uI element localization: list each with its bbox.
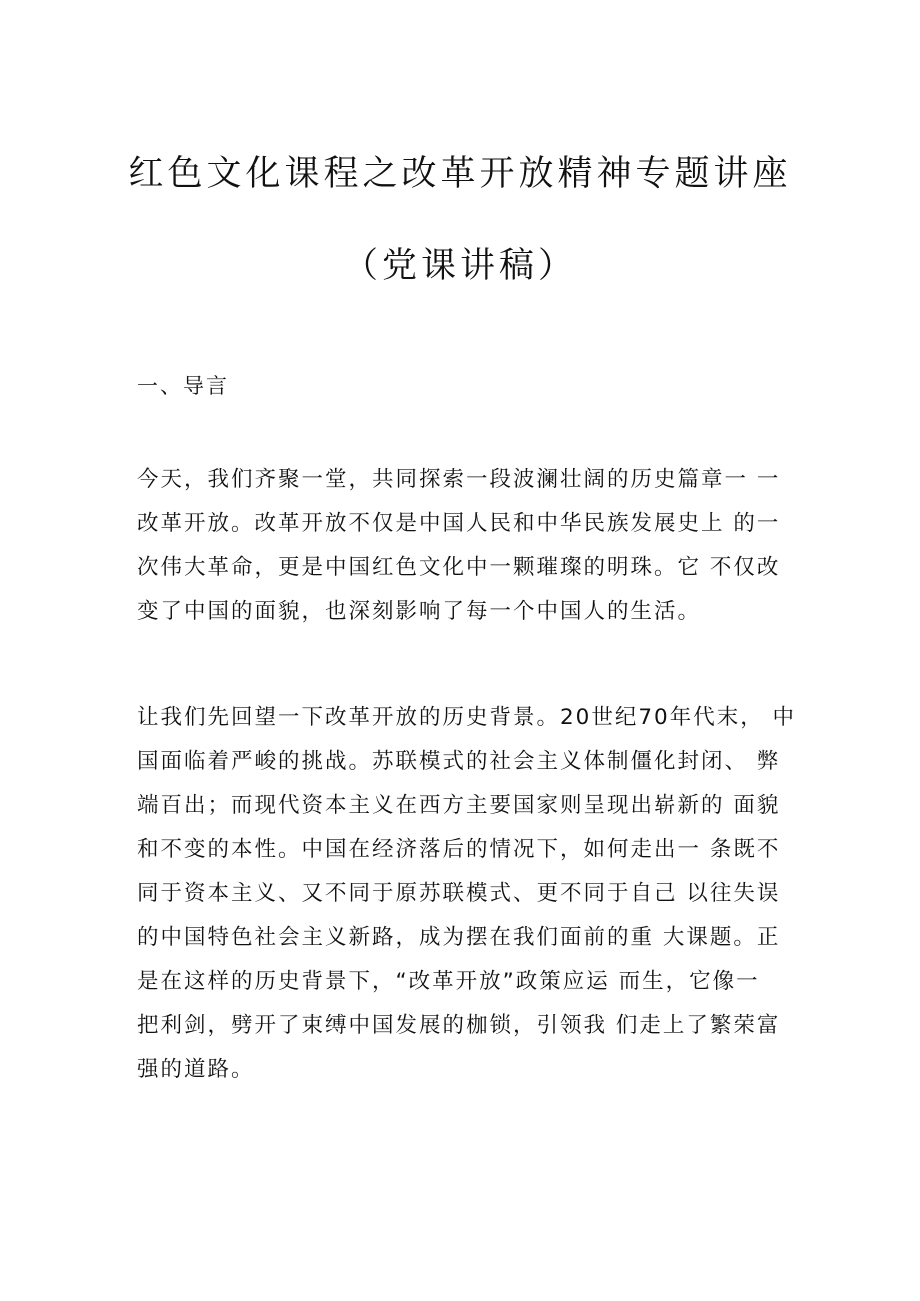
paragraph-line: 和不变的本性。中国在经济落后的情况下，如何走出一 条既不 bbox=[137, 837, 781, 862]
paragraph-line: 变了中国的面貌，也深刻影响了每一个中国人的生活。 bbox=[137, 599, 702, 624]
paragraph-2 bbox=[137, 696, 797, 1092]
paragraph-line: 改革开放。改革开放不仅是中国人民和中华民族发展史上 的一 bbox=[137, 511, 781, 536]
paragraph-line: 把利剑，劈开了束缚中国发展的枷锁，引领我 们走上了繁荣富 bbox=[137, 1013, 781, 1038]
paragraph-line: 端百出；而现代资本主义在西方主要国家则呈现出崭新的 面貌 bbox=[137, 793, 781, 818]
paragraph-line: 今天，我们齐聚一堂，共同探索一段波澜壮阔的历史篇章一 一 bbox=[137, 467, 781, 492]
paragraph-line: 强的道路。 bbox=[137, 1057, 255, 1082]
section-heading-introduction: 一、导言 bbox=[137, 374, 229, 398]
paragraph-1 bbox=[137, 458, 787, 634]
document-title: 红色文化课程之改革开放精神专题讲座 bbox=[128, 154, 792, 194]
paragraph-line: 国面临着严峻的挑战。苏联模式的社会主义体制僵化封闭、 弊 bbox=[137, 749, 781, 774]
document-subtitle: （党课讲稿） bbox=[342, 246, 577, 286]
paragraph-line: 让我们先回望一下改革开放的历史背景。20世纪70年代末， 中 bbox=[137, 705, 797, 730]
paragraph-line: 的中国特色社会主义新路，成为摆在我们面前的重 大课题。正 bbox=[137, 925, 781, 950]
paragraph-line: 次伟大革命，更是中国红色文化中一颗璀璨的明珠。它 不仅改 bbox=[137, 555, 781, 580]
paragraph-line: 同于资本主义、又不同于原苏联模式、更不同于自己 以往失误 bbox=[137, 881, 781, 906]
paragraph-line: 是在这样的历史背景下，“改革开放”政策应运 而生，它像一 bbox=[137, 969, 760, 994]
